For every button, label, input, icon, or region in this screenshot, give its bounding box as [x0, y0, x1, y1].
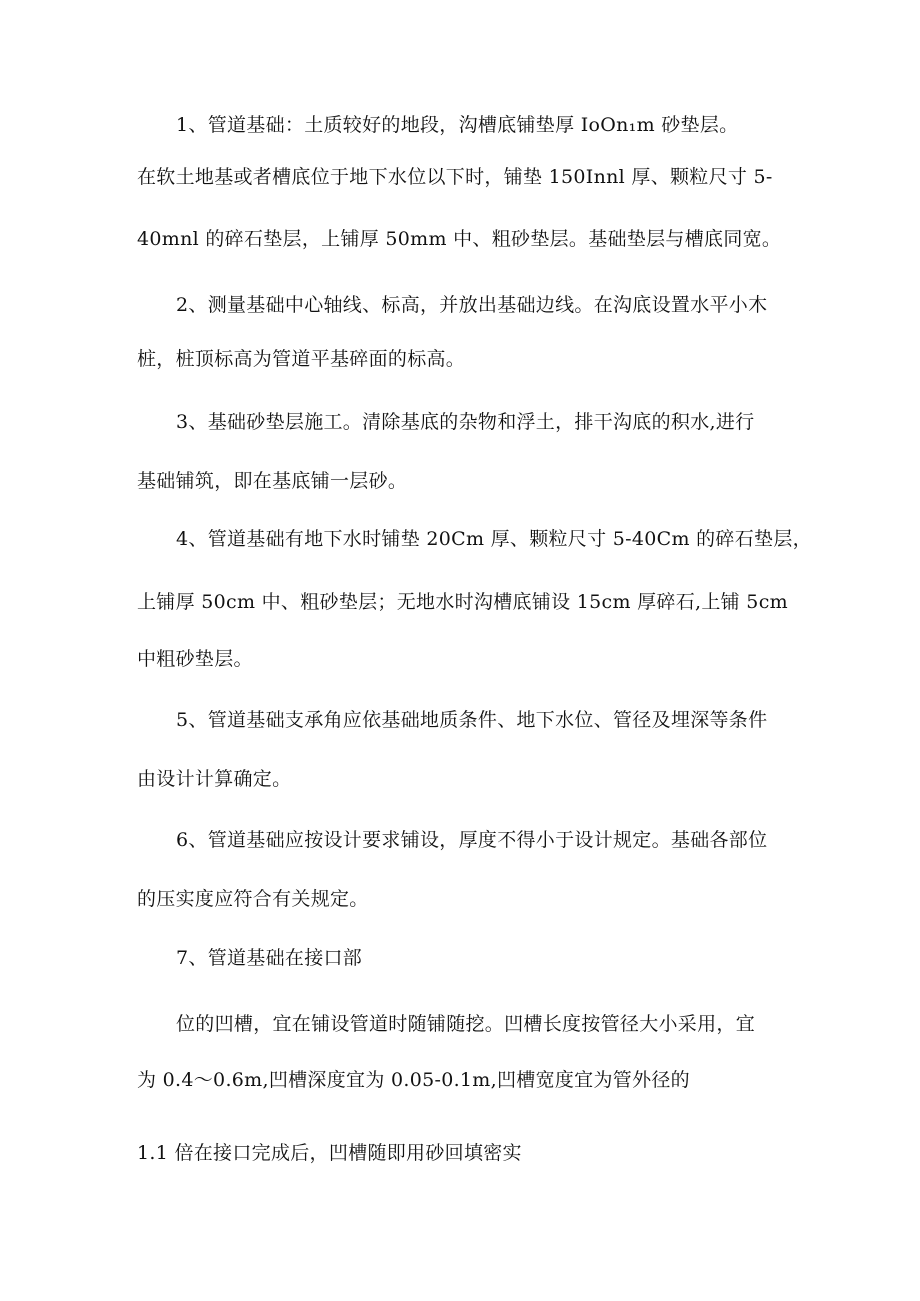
paragraph-1-line-1: 1、管道基础：土质较好的地段，沟槽底铺垫厚 IoOn₁m 砂垫层。	[176, 114, 739, 136]
paragraph-7-line-1: 7、管道基础在接口部	[176, 947, 363, 969]
paragraph-2-line-1: 2、测量基础中心轴线、标高，并放出基础边线。在沟底设置水平小木	[176, 294, 768, 316]
paragraph-4-line-3: 中粗砂垫层。	[137, 648, 253, 670]
paragraph-6-line-2: 的压实度应符合有关规定。	[137, 888, 369, 910]
paragraph-5-line-2: 由设计计算确定。	[137, 768, 292, 790]
paragraph-8-line-2: 为 0.4～0.6m,凹槽深度宜为 0.05-0.1m,凹槽宽度宜为管外径的	[137, 1069, 690, 1091]
paragraph-3-line-2: 基础铺筑，即在基底铺一层砂。	[137, 470, 408, 492]
paragraph-6-line-1: 6、管道基础应按设计要求铺设，厚度不得小于设计规定。基础各部位	[176, 829, 768, 851]
paragraph-8-line-1: 位的凹槽，宜在铺设管道时随铺随挖。凹槽长度按管径大小采用，宜	[176, 1013, 756, 1035]
paragraph-1-line-2: 在软土地基或者槽底位于地下水位以下时，铺垫 150Innl 厚、颗粒尺寸 5-	[137, 166, 773, 188]
paragraph-9-line-1: 1.1 倍在接口完成后，凹槽随即用砂回填密实	[137, 1142, 522, 1164]
paragraph-3-line-1: 3、基础砂垫层施工。清除基底的杂物和浮土，排干沟底的积水,进行	[176, 411, 755, 433]
paragraph-1-line-3: 40mnl 的碎石垫层，上铺厚 50mm 中、粗砂垫层。基础垫层与槽底同宽。	[137, 228, 782, 250]
paragraph-2-line-2: 桩，桩顶标高为管道平基碎面的标高。	[137, 348, 466, 370]
paragraph-4-line-2: 上铺厚 50cm 中、粗砂垫层；无地水时沟槽底铺设 15cm 厚碎石,上铺 5cm	[137, 591, 788, 613]
paragraph-5-line-1: 5、管道基础支承角应依基础地质条件、地下水位、管径及埋深等条件	[176, 709, 768, 731]
paragraph-4-line-1: 4、管道基础有地下水时铺垫 20Cm 厚、颗粒尺寸 5-40Cm 的碎石垫层，	[176, 528, 812, 550]
